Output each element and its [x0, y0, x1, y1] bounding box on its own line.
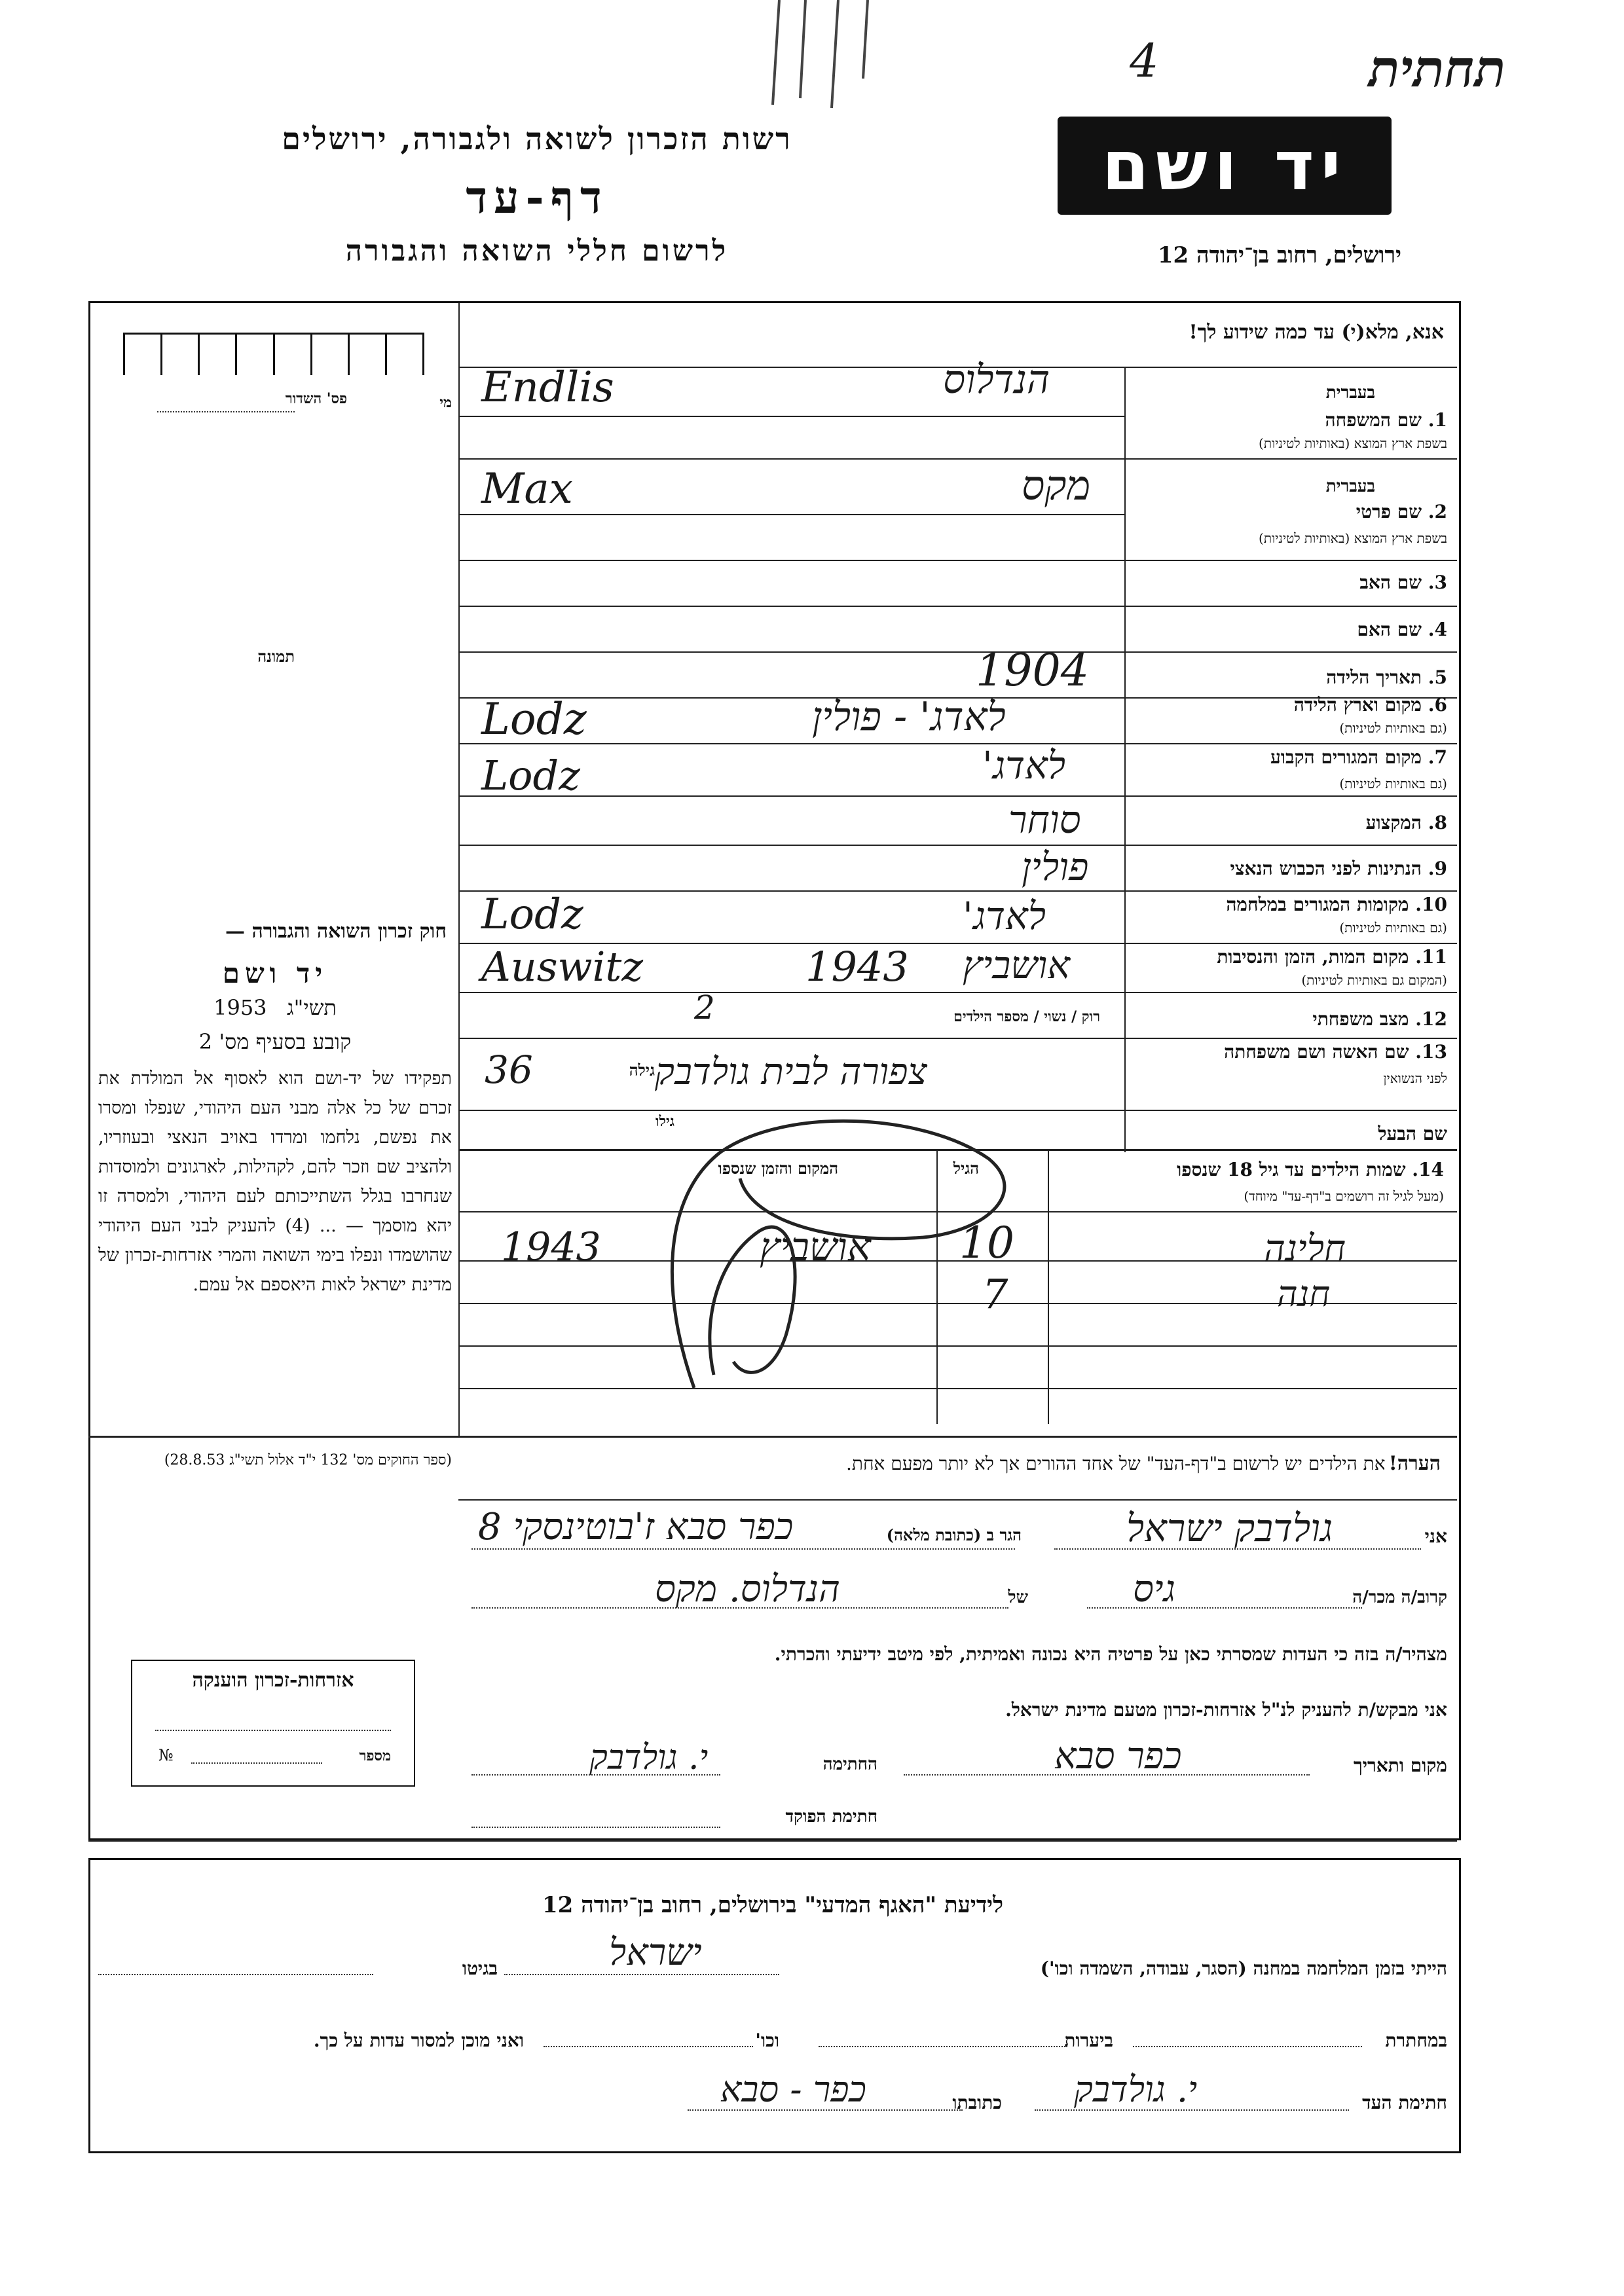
- info-address-label: כתובתו: [952, 2092, 1002, 2113]
- label-wartime-residence: 10. מקומות המגורים במלחמה: [1226, 894, 1447, 915]
- label-nationality: 9. הנתינות לפני הכבוש הנאצי: [1230, 858, 1447, 879]
- header: [0, 0, 1624, 301]
- family-name-latin: Endlis: [481, 363, 614, 412]
- birth-place-latin: Lodz: [481, 694, 587, 744]
- label-wife-age: גילה: [629, 1061, 655, 1080]
- birth-date: 1904: [976, 645, 1090, 697]
- id-prefix: מי: [439, 394, 452, 411]
- label-family-status: 12. מצב משפחתי: [1312, 1008, 1447, 1030]
- label-place-date: מקום ותאריך: [1353, 1755, 1447, 1776]
- wartime-residence-latin: Lodz: [481, 890, 583, 939]
- corner-number: 4: [1130, 34, 1159, 88]
- info-camp-label: הייתי בזמן המלחמה במחנה (הסגר, עבודה, השמדה וכו'): [1040, 1958, 1447, 1979]
- info-camp-value: ישראל: [609, 1931, 702, 1974]
- child-1-year: 1943: [501, 1224, 601, 1270]
- witness-signature: י. גולדבק: [1074, 2069, 1198, 2110]
- wartime-residence-hebrew: לאדג': [963, 894, 1046, 938]
- label-residence: 7. מקום המגורים הקבוע: [1270, 746, 1447, 768]
- first-name-latin: Max: [481, 465, 573, 513]
- label-husband-age: גילו: [655, 1113, 674, 1130]
- relation: גיס: [1133, 1568, 1176, 1611]
- law-source: (ספר החוקים מס' 132 י"ד אלול תשי"ג 28.8.53): [164, 1452, 452, 1468]
- residence-hebrew: לאדג': [982, 743, 1065, 788]
- children-count: 2: [694, 989, 715, 1027]
- declarant-signature: י. גולדבק: [589, 1738, 709, 1777]
- death-year: 1943: [805, 943, 909, 991]
- relative-of: הנדלוס. מקס: [655, 1568, 840, 1611]
- residence-latin: Lodz: [481, 752, 580, 799]
- form-intro: אנא, מלא(י) עד כמה שידוע לך!: [1189, 321, 1444, 344]
- label-children: 14. שמות הילדים עד גיל 18 שנספו: [1177, 1159, 1444, 1180]
- law-title: חוק זכרון השואה והגבורה —: [225, 920, 447, 943]
- family-name-hebrew: הנדלוס: [943, 357, 1050, 403]
- note: [458, 1452, 1441, 1475]
- declarant-address: כפר סבא ז'בוטינסקי 8: [478, 1506, 794, 1548]
- info-witness-signature-label: חתימת העד: [1362, 2092, 1447, 2113]
- note-text: את הילדים יש לרשום ב"דף-העד" של אחד ההורים אך לא יותר מפעם אחת.: [845, 1453, 1386, 1474]
- label-family-name: 1. שם המשפחה: [1325, 409, 1447, 431]
- note-label: הערה!: [1388, 1452, 1441, 1475]
- info-underground-label: במחתרת: [1385, 2030, 1447, 2051]
- label-birth-place: 6. מקום וארץ הלידה: [1293, 694, 1447, 716]
- wife-name: צפורה לבית גולדבק: [655, 1051, 927, 1093]
- death-place-hebrew: אושביץ: [963, 943, 1071, 987]
- col-place: המקום והזמן שנספו: [718, 1159, 838, 1178]
- statement: מצהיר/ה בזה כי העדות שמסרתי כאן על פרטיה היא נכונה ואמיתית, לפי מיטב ידיעתי והכרתי.: [774, 1643, 1447, 1665]
- child-1-name: חלינה: [1264, 1228, 1346, 1270]
- declarant-name: גולדבק ישראל: [1126, 1506, 1333, 1550]
- label-first-name: 2. שם פרטי: [1356, 501, 1447, 522]
- request: אני מבקש/ת להעניק לנ"ל אזרחות-זכרון מטעם מדינת ישראל.: [1005, 1699, 1447, 1721]
- citizenship-number-sign: №: [158, 1746, 174, 1764]
- id-number-boxes: [123, 333, 424, 375]
- label-clerk-signature: חתימת הפוקד: [785, 1807, 877, 1827]
- label-wife-name: 13. שם האשה ושם משפחתה: [1224, 1041, 1447, 1063]
- child-1-age: 10: [959, 1218, 1014, 1268]
- corner-scribble: תחתית: [1369, 39, 1506, 99]
- first-name-hebrew: מקס: [1022, 462, 1091, 509]
- photo-label: תמונה: [257, 647, 295, 666]
- law-text: תפקידו של יד-ושם הוא לאסוף אל המולדת את זכרם של כל אלה מבני העם היהודי, שנפלו ומסרו את נפשם, נלחמו ומרדו באויב הנאצי ובעוזריו, ולהציב שם וזכר להם, לקהילות, לארגונים ולמוסדות שנחרבו בגלל השתייכותם לעם היהודי, ולמסרה זו יהא מוסמך — ... (4) להעניק לבני העם היהודי שהושמדו ונפלו בימי השואה והמרי אזרחות-זכרון של מדינת ישראל לאות היאספם אל עמם.: [98, 1068, 452, 1295]
- citizenship-title: אזרחות-זכרון הוענקה: [192, 1669, 354, 1692]
- label-mother-name: 4. שם האם: [1357, 619, 1447, 640]
- law-name: יד ושם: [222, 957, 328, 989]
- place-value: כפר סבא: [1054, 1735, 1182, 1777]
- info-ghetto-label: בגיטו: [462, 1958, 498, 1979]
- form-title: דף-עד: [466, 172, 608, 224]
- law-clause: קובע בסעיף מס' 2: [198, 1029, 352, 1054]
- info-etc-label: וכו': [755, 2030, 779, 2051]
- nationality: פולין: [1022, 845, 1089, 889]
- label-father-name: 3. שם האב: [1359, 572, 1447, 593]
- org-name: רשות הזכרון לשואה ולגבורה, ירושלים: [282, 121, 792, 156]
- child-1-place: אושביץ: [760, 1224, 871, 1270]
- law-year: 1953 תשי"ג: [213, 995, 337, 1020]
- child-2-age: 7: [982, 1270, 1008, 1318]
- label-of: של: [1008, 1588, 1028, 1607]
- yad-vashem-logo: יד ושם: [1058, 117, 1392, 215]
- birth-place-hebrew: לאדג' - פולין: [812, 694, 1006, 740]
- citizenship-number-label: מספר: [359, 1747, 391, 1764]
- col-age: הגיל: [953, 1159, 979, 1178]
- handwritten-scribble: [622, 1100, 1028, 1401]
- label-relative: קרוב/ה מכר/ה: [1352, 1588, 1447, 1607]
- label-address: הגר ב (כתובת מלאה): [886, 1525, 1022, 1544]
- family-status-options: רוק / נשוי / מספר הילדים: [953, 1008, 1100, 1025]
- logo-address: ירושלים, רחוב בן־יהודה 12: [1157, 242, 1401, 268]
- column-divider: [458, 303, 460, 1436]
- info-testimony-label: ואני מוכן למסור עדות על כך.: [313, 2030, 524, 2051]
- info-title: לידיעת "האגף המדעי" בירושלים, רחוב בן־יהודה 12: [542, 1892, 1003, 1918]
- witness-address: כפר - סבא: [720, 2069, 866, 2110]
- form-subtitle: לרשום חללי השואה והגבורה: [345, 234, 729, 268]
- child-2-name: חנה: [1277, 1273, 1331, 1315]
- filing-marks: [753, 0, 910, 111]
- profession: סוחר: [1008, 797, 1081, 842]
- label-profession: 8. המקצוע: [1365, 812, 1447, 833]
- info-forests-label: ביערות: [1064, 2030, 1113, 2051]
- hebrew-tag-2: בעברית: [1325, 477, 1375, 496]
- hebrew-tag-1: בעברית: [1325, 383, 1375, 403]
- citizenship-box: [131, 1660, 415, 1787]
- label-i: אני: [1424, 1525, 1447, 1547]
- death-place-latin: Auswitz: [481, 943, 644, 991]
- wife-age: 36: [485, 1048, 533, 1092]
- label-husband-name: שם הבעל: [1378, 1123, 1447, 1144]
- label-death-place: 11. מקום המות, הזמן והנסיבות: [1217, 946, 1447, 968]
- label-birth-date: 5. תאריך הלידה: [1326, 666, 1447, 688]
- id-label: פס' השדור: [285, 390, 347, 407]
- label-signature: החתימה: [822, 1755, 877, 1774]
